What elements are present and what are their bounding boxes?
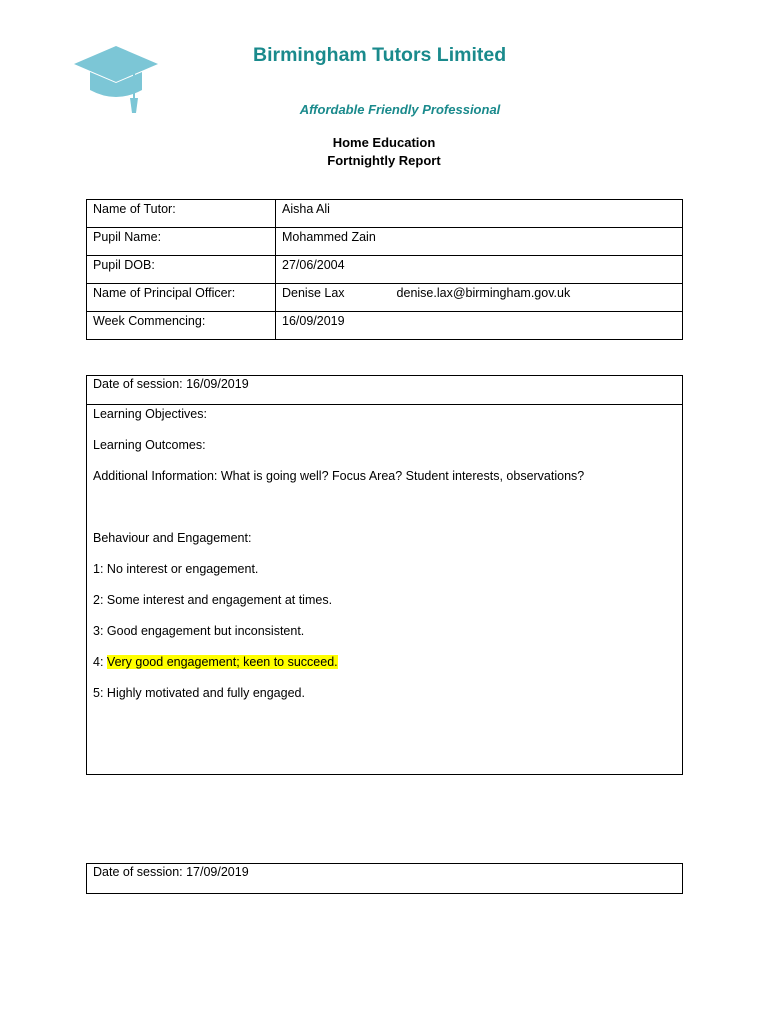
row-value: 16/09/2019 bbox=[276, 312, 683, 340]
scale-item-1: 1: No interest or engagement. bbox=[93, 562, 259, 576]
table-row bbox=[87, 200, 683, 228]
scale-item-5: 5: Highly motivated and fully engaged. bbox=[93, 686, 305, 700]
scale-item-3: 3: Good engagement but inconsistent. bbox=[93, 624, 305, 638]
session-date: Date of session: 17/09/2019 bbox=[93, 865, 249, 879]
scale-item-4: 4: Very good engagement; keen to succeed. bbox=[93, 655, 338, 669]
pupil-info-table bbox=[86, 199, 683, 340]
row-label: Pupil Name: bbox=[87, 228, 276, 256]
row-value: Mohammed Zain bbox=[276, 228, 683, 256]
scale-item-2: 2: Some interest and engagement at times. bbox=[93, 593, 333, 607]
session-date: Date of session: 16/09/2019 bbox=[87, 376, 682, 405]
session-body bbox=[87, 405, 682, 717]
row-value: 27/06/2004 bbox=[276, 256, 683, 284]
tagline: Affordable Friendly Professional bbox=[299, 102, 501, 117]
table-row bbox=[87, 228, 683, 256]
additional-information: Additional Information: What is going well? Focus Area? Student interests, observations? bbox=[93, 469, 585, 483]
title-line-1: Home Education bbox=[332, 135, 436, 150]
title-line-2: Fortnightly Report bbox=[327, 153, 441, 168]
officer-name: Denise Lax bbox=[282, 286, 345, 300]
table-row bbox=[87, 312, 683, 340]
row-label: Name of Tutor: bbox=[87, 200, 276, 228]
row-label: Week Commencing: bbox=[87, 312, 276, 340]
document-title bbox=[0, 134, 768, 170]
session-box-2 bbox=[86, 863, 683, 894]
highlighted-text: Very good engagement; keen to succeed. bbox=[106, 655, 338, 669]
learning-objectives: Learning Objectives: bbox=[93, 407, 207, 421]
row-label: Name of Principal Officer: bbox=[87, 284, 276, 312]
learning-outcomes: Learning Outcomes: bbox=[93, 438, 206, 452]
row-value bbox=[276, 284, 683, 312]
table-row bbox=[87, 256, 683, 284]
officer-email: denise.lax@birmingham.gov.uk bbox=[396, 286, 571, 300]
row-label: Pupil DOB: bbox=[87, 256, 276, 284]
company-name: Birmingham Tutors Limited bbox=[253, 44, 507, 66]
table-row bbox=[87, 284, 683, 312]
session-box-1 bbox=[86, 375, 683, 775]
row-value: Aisha Ali bbox=[276, 200, 683, 228]
behaviour-heading: Behaviour and Engagement: bbox=[93, 531, 252, 545]
